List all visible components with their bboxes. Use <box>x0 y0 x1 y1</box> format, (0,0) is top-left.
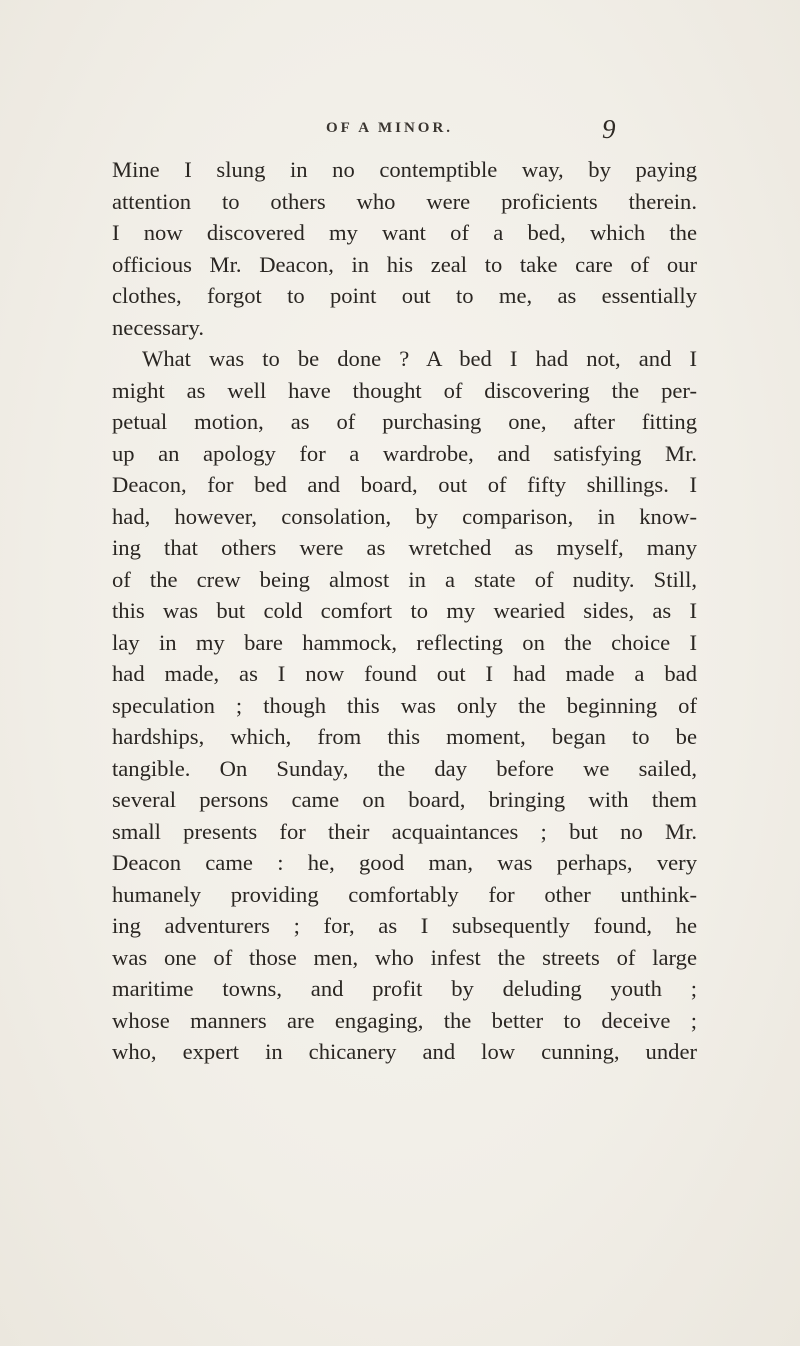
text-line: Deacon came : he, good man, was perhaps, very <box>112 850 697 875</box>
text-line: of the crew being almost in a state of nudity. Still, <box>112 566 697 592</box>
text-line: speculation ; though this was only the beginning of <box>112 692 697 718</box>
body-text <box>112 154 697 1068</box>
text-line: hardships, which, from this moment, began to be <box>112 724 697 749</box>
text-line: attention to others who were proficients therein. <box>112 188 697 214</box>
text-line: had made, as I now found out I had made a bad <box>112 661 697 686</box>
text-line: Deacon, for bed and board, out of fifty shillings. I <box>112 472 697 497</box>
text-line: this was but cold comfort to my wearied sides, as I <box>112 598 697 623</box>
text-line: Mine I slung in no contemptible way, by paying <box>112 157 697 182</box>
text-line: had, however, consolation, by comparison, in know- <box>112 503 697 529</box>
text-line: necessary. <box>112 314 204 340</box>
text-line: officious Mr. Deacon, in his zeal to take care of our <box>112 251 697 277</box>
text-line: lay in my bare hammock, reflecting on the choice I <box>112 629 697 655</box>
text-line: small presents for their acquaintances ; but no Mr. <box>112 818 697 844</box>
running-title: OF A MINOR. <box>326 120 454 136</box>
text-line: ing that others were as wretched as myself, many <box>112 535 697 560</box>
text-line: humanely providing comfortably for other unthink- <box>112 881 697 907</box>
text-line: who, expert in chicanery and low cunning, under <box>112 1039 697 1064</box>
text-line: might as well have thought of discovering the per- <box>112 377 697 403</box>
text-line: ing adventurers ; for, as I subsequently found, he <box>112 913 697 938</box>
text-line: I now discovered my want of a bed, which the <box>112 220 697 245</box>
text-line: was one of those men, who infest the streets of large <box>112 944 697 970</box>
page-number: 9 <box>602 114 616 144</box>
text-line: petual motion, as of purchasing one, after fitting <box>112 409 697 434</box>
text-line: tangible. On Sunday, the day before we sailed, <box>112 755 697 781</box>
text-line: several persons came on board, bringing with them <box>112 787 697 812</box>
running-head <box>0 114 800 147</box>
text-line: whose manners are engaging, the better to deceive ; <box>112 1007 697 1033</box>
text-line: clothes, forgot to point out to me, as essentially <box>112 283 697 308</box>
text-line: What was to be done ? A bed I had not, and I <box>142 346 697 371</box>
text-line: up an apology for a wardrobe, and satisfying Mr. <box>112 440 697 466</box>
text-line: maritime towns, and profit by deluding youth ; <box>112 976 697 1001</box>
